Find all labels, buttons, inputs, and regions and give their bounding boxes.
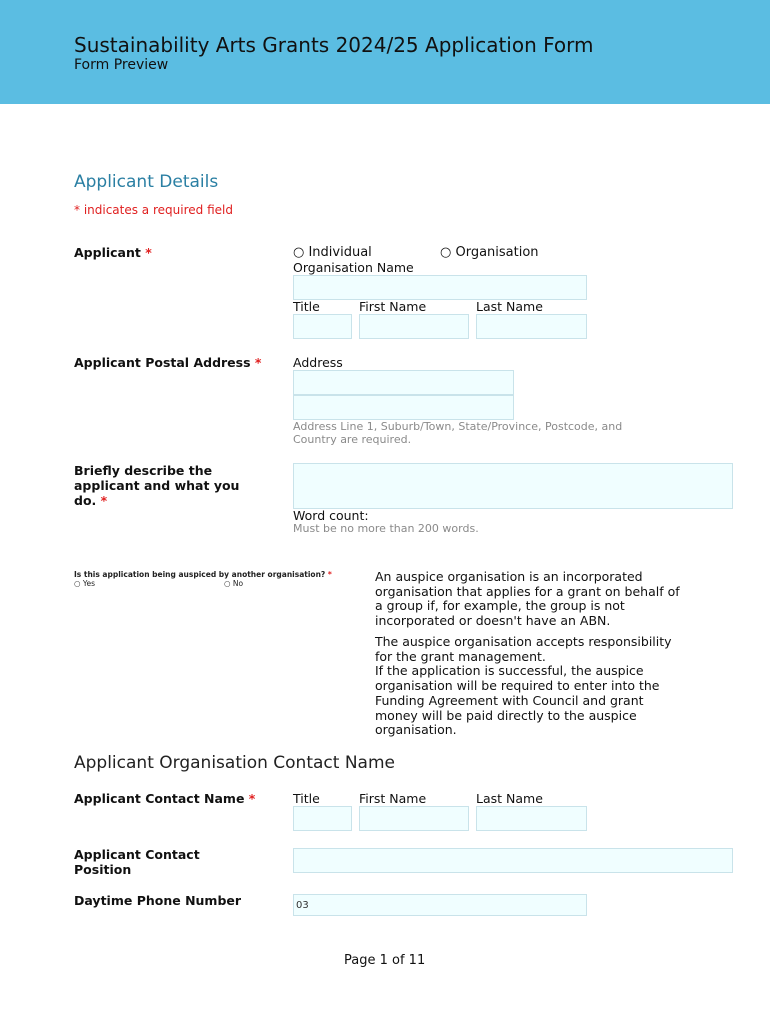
contact-position-input[interactable] — [293, 848, 733, 873]
title-label: Title — [293, 299, 320, 314]
word-limit-hint: Must be no more than 200 words. — [293, 522, 479, 535]
form-subtitle: Form Preview — [74, 57, 169, 73]
required-star: * — [327, 570, 332, 579]
radio-auspice-yes[interactable]: ○ Yes — [74, 579, 96, 588]
address-label: Address — [293, 355, 343, 370]
radio-organisation[interactable]: ○ Organisation — [440, 245, 539, 260]
form-title: Sustainability Arts Grants 2024/25 Application Form — [74, 33, 594, 57]
contact-title-input[interactable] — [293, 806, 352, 831]
contact-first-name-label: First Name — [359, 791, 427, 806]
auspice-info-paragraph-2: The auspice organisation accepts responsibility for the grant management. If the application is successful, the auspice organisation will be required to enter into the Funding Agreement with Council and grant money will be paid directly to the auspice organisation. — [375, 634, 672, 738]
phone-label: Daytime Phone Number — [74, 893, 242, 908]
address-line-2-input[interactable] — [293, 395, 514, 420]
required-field-note: * indicates a required field — [74, 203, 233, 217]
applicant-label: Applicant * — [74, 245, 152, 260]
title-input[interactable] — [293, 314, 352, 339]
organisation-name-label: Organisation Name — [293, 260, 414, 275]
auspice-question: Is this application being auspiced by another organisation? * — [74, 570, 332, 579]
first-name-label: First Name — [359, 299, 427, 314]
radio-auspice-no[interactable]: ○ No — [224, 579, 244, 588]
contact-last-name-input[interactable] — [476, 806, 587, 831]
contact-name-label: Applicant Contact Name * — [74, 791, 256, 806]
radio-individual[interactable]: ○ Individual — [293, 245, 372, 260]
required-star: * — [100, 493, 108, 508]
organisation-name-input[interactable] — [293, 275, 587, 300]
first-name-input[interactable] — [359, 314, 469, 339]
address-hint: Address Line 1, Suburb/Town, State/Province, Postcode, and Country are required. — [293, 420, 623, 446]
required-star: * — [248, 791, 256, 806]
required-star: * — [145, 245, 152, 260]
form-header — [0, 0, 770, 104]
word-count-label: Word count: — [293, 508, 369, 523]
describe-applicant-label: Briefly describe the applicant and what you do. * — [74, 463, 240, 508]
contact-title-label: Title — [293, 791, 320, 806]
address-line-1-input[interactable] — [293, 370, 514, 395]
section-title-applicant-details: Applicant Details — [74, 172, 219, 192]
section-title-contact: Applicant Organisation Contact Name — [74, 753, 395, 773]
contact-last-name-label: Last Name — [476, 791, 543, 806]
page-number: Page 1 of 11 — [344, 953, 426, 968]
last-name-label: Last Name — [476, 299, 543, 314]
required-star: * — [254, 355, 262, 370]
phone-input[interactable] — [293, 894, 587, 916]
auspice-info-paragraph-1: An auspice organisation is an incorporated organisation that applies for a grant on behalf of a group if, for example, the group is not incorporated or doesn't have an ABN. — [375, 569, 680, 629]
contact-position-label: Applicant Contact Position — [74, 847, 200, 877]
postal-address-label: Applicant Postal Address * — [74, 355, 262, 370]
describe-applicant-textarea[interactable] — [293, 463, 733, 509]
contact-first-name-input[interactable] — [359, 806, 469, 831]
last-name-input[interactable] — [476, 314, 587, 339]
phone-input-value: 03 — [296, 900, 309, 911]
